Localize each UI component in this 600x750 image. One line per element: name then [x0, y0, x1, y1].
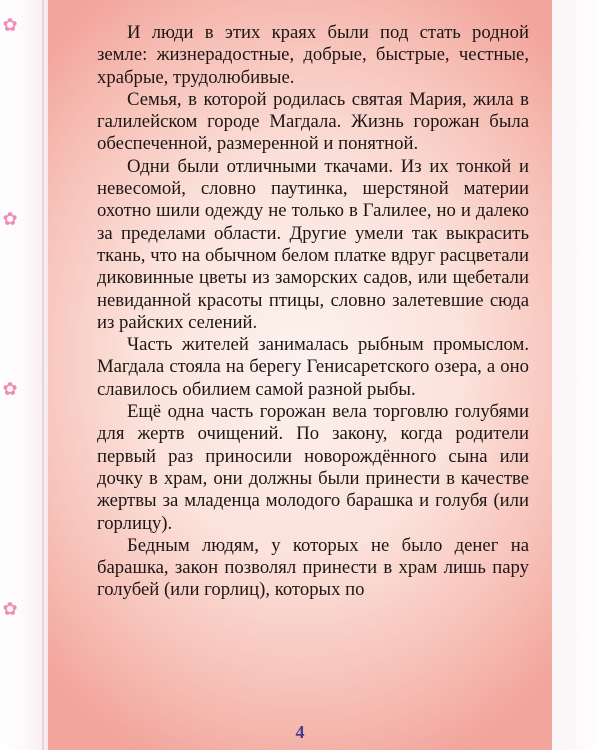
- flower-icon: ✿: [2, 15, 18, 36]
- decorative-border: [42, 0, 44, 750]
- paragraph: Часть жителей занималась рыбным промыслом. Магдала стояла на берегу Генисаретского озера, а оно славилось обилием самой разной рыбы.: [97, 334, 529, 400]
- page-number: 4: [295, 722, 305, 742]
- paragraph: Семья, в которой родилась святая Мария, жила в галилейском городе Магдала. Жизнь горожан была обеспеченной, размеренной и понятной.: [97, 88, 529, 155]
- flower-icon: ✿: [2, 379, 18, 400]
- paragraph: Одни были отличными ткачами. Из их тонкой и невесомой, словно паутинка, шерстяной материи охотно шили одежду не только в Галилее, но и далеко за пределами области. Другие умели так выкрасить ткань, что на обычном белом платке вдруг расцветали диковинные цветы из заморских садов, или щебетали невиданной красоты птицы, словно залетевшие сюда из райских селений.: [97, 155, 529, 333]
- flower-icon: ✿: [2, 599, 18, 620]
- body-text: [97, 22, 529, 602]
- flower-icon: ✿: [2, 209, 18, 230]
- paragraph: И люди в этих краях были под стать родной земле: жизнерадостные, добрые, быстрые, честные, храбрые, трудолюбивые.: [97, 22, 529, 88]
- right-margin: [552, 0, 600, 750]
- paragraph: Ещё одна часть горожан вела торговлю голубями для жертв очищений. По закону, когда родители первый раз приносили новорождённого сына или дочку в храм, они должны были принести в качестве жертвы за младенца молодого барашка и голубя (или горлицу).: [97, 401, 529, 534]
- left-margin: [0, 0, 48, 750]
- paragraph: Бедным людям, у которых не было денег на барашка, закон позволял принести в храм лишь пару голубей (или горлиц), которых по: [97, 534, 529, 601]
